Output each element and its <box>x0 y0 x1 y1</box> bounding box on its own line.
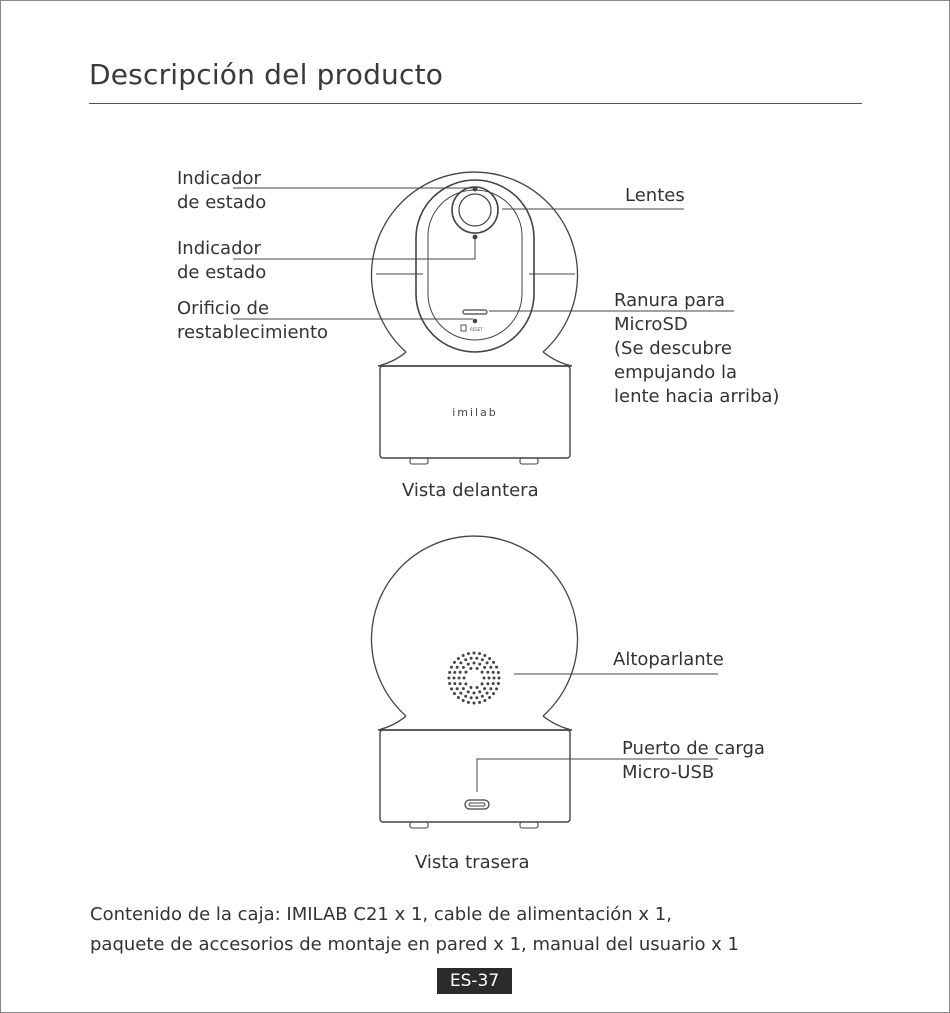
speaker-hole <box>453 671 456 674</box>
speaker-hole <box>469 686 472 689</box>
speaker-hole <box>459 661 462 664</box>
speaker-hole <box>467 652 470 655</box>
status-indicator-dot-1 <box>473 187 477 191</box>
speaker-hole <box>492 671 495 674</box>
speaker-label: Altoparlante <box>613 649 724 670</box>
page-number: ES-37 <box>437 968 512 994</box>
speaker-hole <box>478 663 481 666</box>
speaker-hole <box>457 696 460 699</box>
speaker-hole <box>483 687 486 690</box>
speaker-hole <box>497 671 500 674</box>
speaker-hole <box>458 677 461 680</box>
speaker-hole <box>462 654 465 657</box>
speaker-hole <box>478 701 481 704</box>
speaker-hole <box>467 701 470 704</box>
speaker-hole <box>486 692 489 695</box>
speaker-hole <box>462 687 465 690</box>
box-contents-line-2: paquete de accesorios de montaje en pared x 1, manual del usuario x 1 <box>90 934 740 955</box>
speaker-hole <box>481 671 484 674</box>
speaker-hole <box>497 682 500 685</box>
speaker-hole <box>448 682 451 685</box>
speaker-hole <box>495 687 498 690</box>
speaker-hole <box>464 682 467 685</box>
rear-camera-base <box>380 730 570 822</box>
status-indicator-dot-2 <box>473 235 477 239</box>
speaker-hole <box>467 690 470 693</box>
front-camera-illustration <box>372 172 578 464</box>
front-camera-head <box>372 172 578 352</box>
speaker-hole <box>483 654 486 657</box>
speaker-hole <box>456 687 459 690</box>
speaker-hole <box>470 657 473 660</box>
speaker-grill <box>448 652 501 705</box>
speaker-hole <box>492 682 495 685</box>
speaker-hole <box>462 666 465 669</box>
speaker-hole <box>489 666 492 669</box>
speaker-hole <box>476 686 479 689</box>
speaker-hole <box>473 702 476 705</box>
speaker-hole <box>470 696 473 699</box>
speaker-hole <box>495 666 498 669</box>
box-contents <box>90 900 739 960</box>
speaker-hole <box>459 671 462 674</box>
speaker-hole <box>464 671 467 674</box>
speaker-hole <box>492 661 495 664</box>
speaker-hole <box>450 687 453 690</box>
speaker-hole <box>473 662 476 665</box>
speaker-hole <box>450 666 453 669</box>
rear-camera-illustration <box>372 536 578 828</box>
speaker-hole <box>488 657 491 660</box>
usb-port-label: Puerto de carga Micro-USB <box>622 738 765 783</box>
speaker-hole <box>478 690 481 693</box>
speaker-hole <box>463 677 466 680</box>
microsd-slot-label: Ranura para MicroSD (Se descubre empujando la lente hacia arriba) <box>614 290 780 407</box>
speaker-hole <box>478 652 481 655</box>
speaker-hole <box>488 677 491 680</box>
speaker-hole <box>481 658 484 661</box>
speaker-hole <box>488 696 491 699</box>
rear-camera-head <box>372 536 578 716</box>
brand-logo: imilab <box>452 406 498 419</box>
speaker-hole <box>448 671 451 674</box>
speaker-hole <box>473 692 476 695</box>
speaker-hole <box>453 661 456 664</box>
reset-hole-dot <box>473 319 476 322</box>
speaker-hole <box>483 699 486 702</box>
speaker-hole <box>483 666 486 669</box>
speaker-hole <box>498 677 501 680</box>
speaker-hole <box>481 682 484 685</box>
speaker-hole <box>464 658 467 661</box>
speaker-hole <box>464 695 467 698</box>
speaker-hole <box>448 677 451 680</box>
speaker-hole <box>486 661 489 664</box>
speaker-hole <box>492 692 495 695</box>
lens-label: Lentes <box>625 185 685 206</box>
reset-hole-label: Orificio de restablecimiento <box>177 298 329 343</box>
speaker-hole <box>476 667 479 670</box>
speaker-hole <box>483 677 486 680</box>
page-title: Descripción del producto <box>89 58 444 91</box>
speaker-hole <box>469 667 472 670</box>
speaker-hole <box>456 666 459 669</box>
speaker-hole <box>486 671 489 674</box>
speaker-hole <box>481 695 484 698</box>
speaker-hole <box>453 692 456 695</box>
speaker-hole <box>486 682 489 685</box>
speaker-hole <box>473 652 476 655</box>
rear-view-caption: Vista trasera <box>415 852 530 873</box>
speaker-hole <box>475 657 478 660</box>
speaker-hole <box>459 692 462 695</box>
speaker-hole <box>459 682 462 685</box>
speaker-hole <box>493 677 496 680</box>
status-indicator-label-1: Indicador de estado <box>177 168 267 213</box>
status-indicator-label-2: Indicador de estado <box>177 238 267 283</box>
speaker-hole <box>462 699 465 702</box>
speaker-hole <box>457 657 460 660</box>
speaker-hole <box>489 687 492 690</box>
speaker-hole <box>475 696 478 699</box>
speaker-hole <box>453 682 456 685</box>
microsd-slot-shape <box>463 310 487 314</box>
box-contents-line-1: Contenido de la caja: IMILAB C21 x 1, cable de alimentación x 1, <box>90 904 672 925</box>
reset-printed-text: RESET <box>470 327 483 332</box>
front-view-caption: Vista delantera <box>402 480 539 501</box>
speaker-hole <box>453 677 456 680</box>
speaker-hole <box>467 663 470 666</box>
